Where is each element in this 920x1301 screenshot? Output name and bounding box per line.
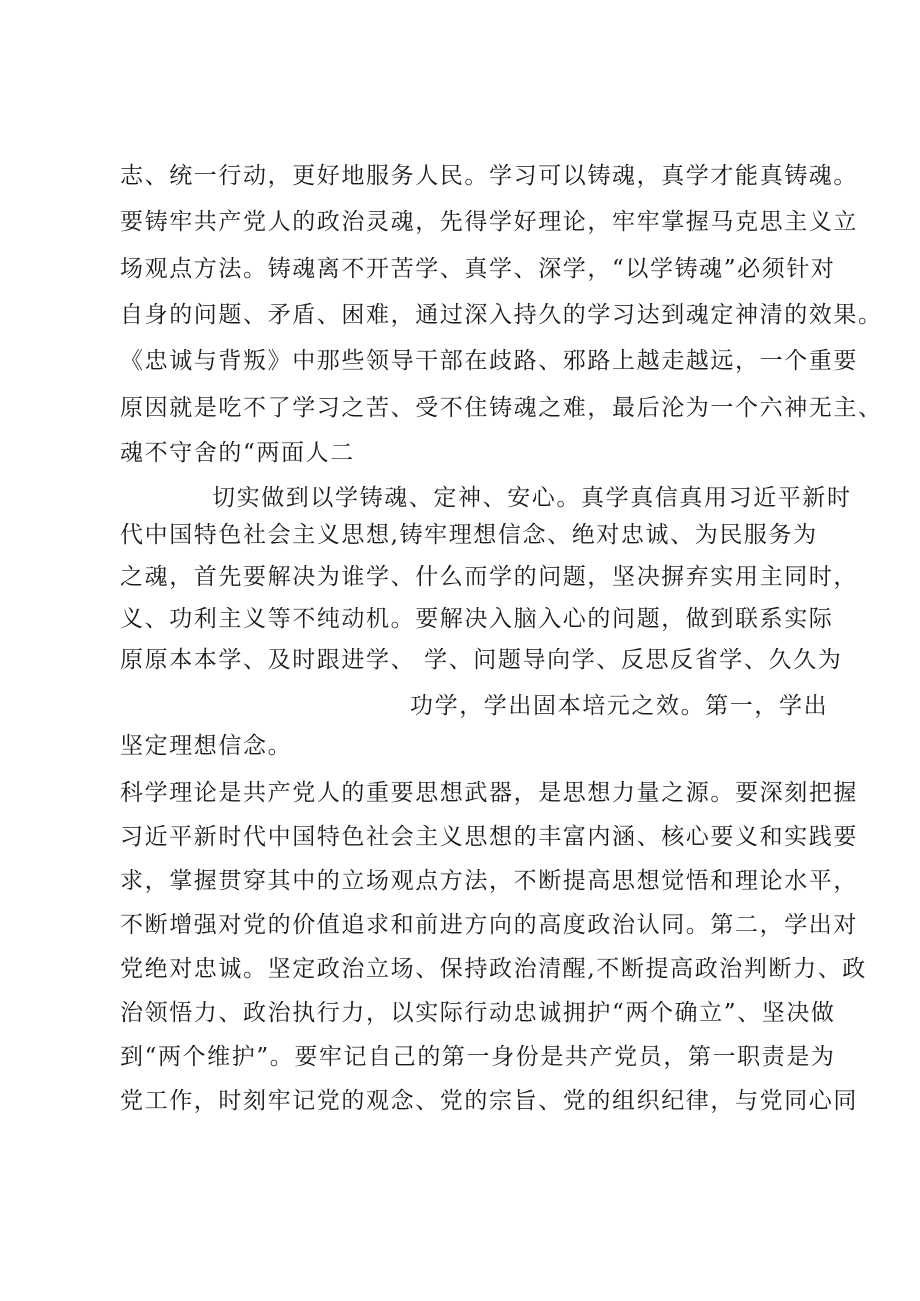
text-line: 到“两个维护”。要牢记自己的第一身份是共产党员，第一职责是为 (120, 1044, 836, 1070)
text-line: 治领悟力、政治执行力，以实际行动忠诚拥护“两个确立”、坚决做 (120, 1000, 836, 1026)
text-line: 志、统一行动，更好地服务人民。学习可以铸魂，真学才能真铸魂。 (120, 163, 858, 189)
text-line: 场观点方法。铸魂离不开苦学、真学、深学，“以学铸魂”必须针对 (120, 256, 836, 282)
text-line: 党工作，时刻牢记党的观念、党的宗旨、党的组织纪律，与党同心同 (120, 1088, 858, 1114)
text-line: 切实做到以学铸魂、定神、安心。真学真信真用习近平新时 (212, 485, 852, 511)
text-line: 坚定理想信念。 (120, 733, 293, 759)
text-line: 科学理论是共产党人的重要思想武器，是思想力量之源。要深刻把握 (120, 780, 858, 806)
text-line: 代中国特色社会主义思想,铸牢理想信念、绝对忠诚、为民服务为 (120, 522, 818, 548)
text-line: 党绝对忠诚。坚定政治立场、保持政治清醒,不断提高政治判断力、政 (120, 956, 867, 982)
text-line: 原原本本学、及时跟进学、 学、问题导向学、反思反省学、久久为 (120, 647, 843, 673)
text-line: 求，掌握贯穿其中的立场观点方法，不断提高思想觉悟和理论水平， (120, 868, 858, 894)
text-line: 习近平新时代中国特色社会主义思想的丰富内涵、核心要义和实践要 (120, 824, 858, 850)
text-line: 不断增强对党的价值追求和前进方向的高度政治认同。第二，学出对 (120, 912, 858, 938)
text-line: 义、功利主义等不纯动机。要解决入脑入心的问题，做到联系实际 (120, 606, 834, 632)
text-line: 要铸牢共产党人的政治灵魂，先得学好理论，牢牢掌握马克思主义立 (120, 209, 858, 235)
text-line: 《忠诚与背叛》中那些领导干部在歧路、邪路上越走越远，一个重要 (120, 348, 858, 374)
text-line: 自身的问题、矛盾、困难，通过深入持久的学习达到魂定神清的效果。 (120, 302, 883, 328)
text-line: 原因就是吃不了学习之苦、受不住铸魂之难，最后沦为一个六神无主、 (120, 395, 883, 421)
text-line: 之魂，首先要解决为谁学、什么而学的问题，坚决摒弃实用主同时， (120, 564, 858, 590)
text-line: 功学，学出固本培元之效。第一，学出 (410, 693, 829, 719)
text-line: 魂不守舍的“两面人二 (120, 440, 355, 466)
